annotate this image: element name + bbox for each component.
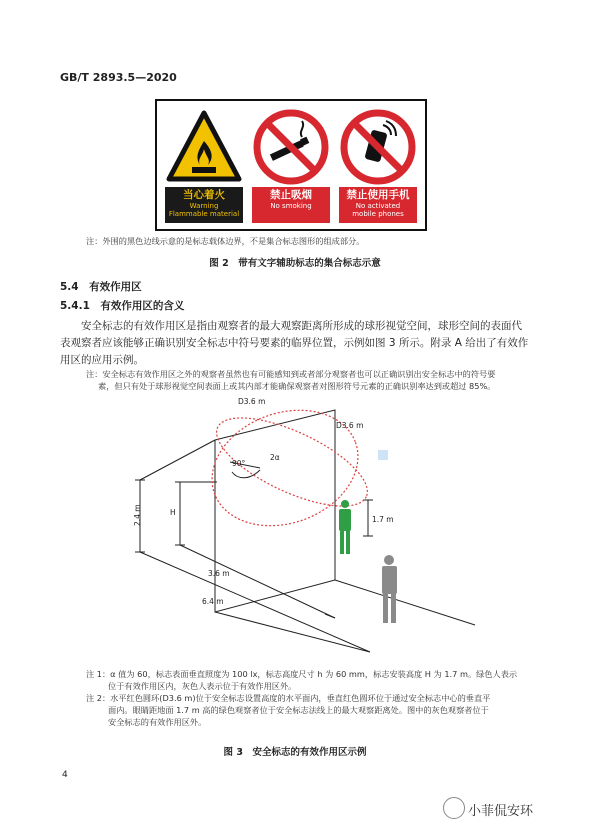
paragraph-line: 表观察者应该能够正确识别安全标志中符号要素的临界位置，示例如图 3 所示。附录 A 给出了有效作 xyxy=(60,337,529,349)
note-line: 安全标志的有效作用区外。 xyxy=(108,717,207,727)
inside-observer-icon xyxy=(339,500,351,554)
flammable-warning-icon xyxy=(165,107,243,187)
section-paragraph xyxy=(60,318,530,369)
page-number: 4 xyxy=(62,770,68,780)
sign-no-smoking xyxy=(252,107,330,219)
no-mobile-phone-icon xyxy=(339,107,417,187)
effective-zone-diagram xyxy=(120,390,480,660)
sign-cn-label: 禁止吸烟 xyxy=(270,189,312,201)
sign-en-sub-label: mobile phones xyxy=(352,210,404,218)
wechat-logo-icon xyxy=(443,797,465,819)
note-line: 注 2：水平红色圆环(D3.6 m)位于安全标志设置高度的水平面内，垂直红色圆环位于通过安全标志中心的垂直平 xyxy=(86,693,491,703)
paragraph-line: 安全标志的有效作用区是指由观察者的最大观察距离所形成的球形视觉空间，球形空间的表面代 xyxy=(81,320,522,332)
note-line: 注 1：α 值为 60，标志表面垂直照度为 100 lx，标志高度尺寸 h 为 60 mm，标志安装高度 H 为 1.7 m。绿色人表示 xyxy=(86,669,518,679)
sign-no-mobile xyxy=(339,107,417,219)
sign-cn-label: 禁止使用手机 xyxy=(346,189,410,201)
no-smoking-icon xyxy=(252,107,330,187)
figure3-caption: 图 3 安全标志的有效作用区示例 xyxy=(223,747,367,758)
label-h: H xyxy=(170,508,176,517)
note-line: 面内。眼睛距地面 1.7 m 高的绿色观察者位于安全标志法线上的最大观察距离处。图中的灰色观察者位于 xyxy=(108,705,489,715)
label-dist2: 6.4 m xyxy=(202,597,224,606)
sign-flammable xyxy=(165,107,243,219)
outside-observer-icon xyxy=(382,555,397,623)
section-note xyxy=(86,368,536,392)
sign-text-plate xyxy=(339,187,417,223)
sign-group-frame xyxy=(155,99,427,231)
sign-text-plate xyxy=(252,187,330,223)
section-5-4-1-heading: 5.4.1 有效作用区的含义 xyxy=(60,300,185,312)
label-dist1: 3.6 m xyxy=(208,569,230,578)
label-alpha: 2α xyxy=(270,453,280,462)
label-height: 2.4 m xyxy=(133,504,142,526)
label-angle: 90° xyxy=(232,459,246,468)
sign-en-sub-label: Flammable material xyxy=(168,210,240,218)
label-d-right: D3.6 m xyxy=(336,421,364,430)
paragraph-line: 用区的应用示例。 xyxy=(60,354,144,366)
figure2-note: 注：外围的黑色边线示意的是标志载体边界，不是集合标志图形的组成部分。 xyxy=(86,236,365,246)
safety-sign-marker xyxy=(378,450,388,460)
note-line: 注：安全标志有效作用区之外的观察者虽然也有可能感知到或者部分观察者也可以正确识别出安全标志中的符号要 xyxy=(86,369,496,379)
section-5-4-heading: 5.4 有效作用区 xyxy=(60,281,142,293)
sign-en-label: No smoking xyxy=(270,202,312,210)
note-line: 位于有效作用区内，灰色人表示位于有效作用区外。 xyxy=(108,681,297,691)
label-d-top: D3.6 m xyxy=(238,397,266,406)
label-h-person: 1.7 m xyxy=(372,515,394,524)
watermark: 小菲侃安环 xyxy=(468,804,534,819)
sign-cn-label: 当心着火 xyxy=(183,189,225,201)
sign-text-plate xyxy=(165,187,243,223)
sign-en-label: No activated xyxy=(355,202,401,210)
standard-number: GB/T 2893.5—2020 xyxy=(60,71,177,84)
figure3-notes xyxy=(86,668,546,728)
sign-en-label: Warning xyxy=(189,202,219,210)
figure2-caption: 图 2 带有文字辅助标志的集合标志示意 xyxy=(209,258,381,269)
note-line: 素，但只有处于球形视觉空间表面上或其内部才能确保观察者对图形符号元素的正确识别率达到或超过 85%。 xyxy=(98,381,496,391)
